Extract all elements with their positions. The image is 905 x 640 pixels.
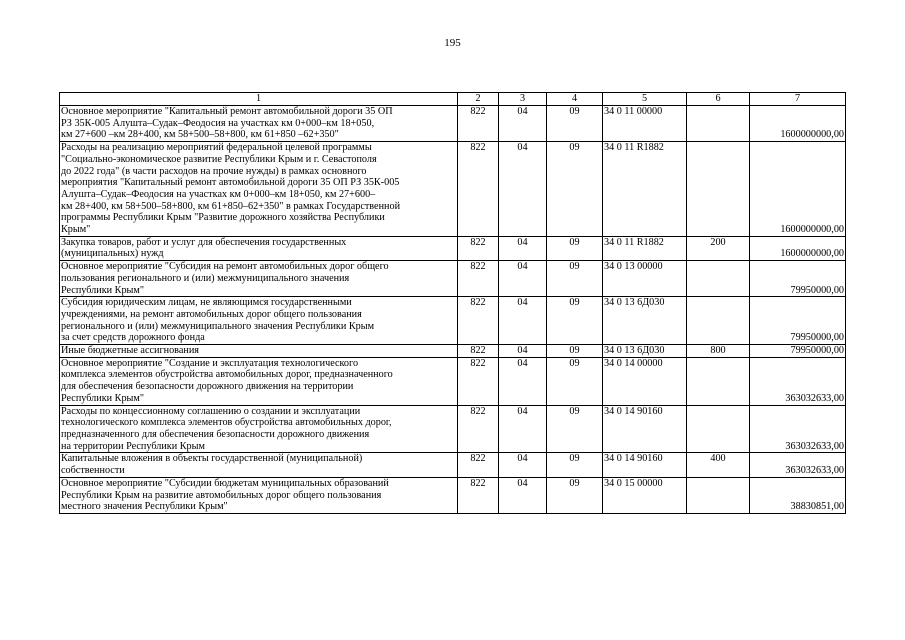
header-cell: 4 xyxy=(547,93,603,106)
row-target-article-cell: 34 0 13 6Д030 xyxy=(603,345,687,358)
header-cell: 7 xyxy=(750,93,846,106)
row-grbs-cell: 822 xyxy=(458,453,499,477)
row-expense-type-cell xyxy=(687,261,750,297)
row-target-article-cell: 34 0 14 90160 xyxy=(603,453,687,477)
row-subsection-cell: 09 xyxy=(547,297,603,345)
header-cell: 3 xyxy=(499,93,547,106)
row-grbs-cell: 822 xyxy=(458,236,499,260)
row-section-cell: 04 xyxy=(499,142,547,237)
table-row xyxy=(60,477,846,513)
row-name-cell: Основное мероприятие "Создание и эксплуатация технологического комплекса элементов обустройства автомобильных дорог, предназначенного для обеспечения безопасности дорожного движения на территории Республики Крым" xyxy=(60,357,458,405)
row-expense-type-cell xyxy=(687,477,750,513)
row-expense-type-cell xyxy=(687,106,750,142)
table-row xyxy=(60,106,846,142)
row-sum-cell: 363032633,00 xyxy=(750,453,846,477)
row-expense-type-cell xyxy=(687,357,750,405)
row-name-cell: Иные бюджетные ассигнования xyxy=(60,345,458,358)
table-row xyxy=(60,453,846,477)
row-section-cell: 04 xyxy=(499,405,547,453)
row-expense-type-cell: 400 xyxy=(687,453,750,477)
row-grbs-cell: 822 xyxy=(458,106,499,142)
row-grbs-cell: 822 xyxy=(458,142,499,237)
row-expense-type-cell xyxy=(687,297,750,345)
row-grbs-cell: 822 xyxy=(458,477,499,513)
row-section-cell: 04 xyxy=(499,357,547,405)
row-target-article-cell: 34 0 11 R1882 xyxy=(603,236,687,260)
row-expense-type-cell xyxy=(687,405,750,453)
row-section-cell: 04 xyxy=(499,345,547,358)
row-expense-type-cell: 800 xyxy=(687,345,750,358)
header-row xyxy=(60,93,846,106)
table-row xyxy=(60,357,846,405)
row-name-cell: Расходы на реализацию мероприятий федеральной целевой программы "Социально-экономическое развитие Республики Крым и г. Севастополя до 2022 года" (в части расходов на прочие нужды) в рамках основного мероприятия "Капитальный ремонт автомобильной дороги 35 ОП РЗ 35К-005 Алушта–Судак–Феодосия на участках км 0+000–км 18+050, км 27+600– км 28+400, км 58+500–58+800, км 61+850–62+350" в рамках Государственной программы Республики Крым "Развитие дорожного хозяйства Республики Крым" xyxy=(60,142,458,237)
row-target-article-cell: 34 0 14 00000 xyxy=(603,357,687,405)
table-row xyxy=(60,142,846,237)
row-sum-cell: 1600000000,00 xyxy=(750,106,846,142)
page-number: 195 xyxy=(444,37,461,49)
header-cell: 6 xyxy=(687,93,750,106)
row-name-cell: Основное мероприятие "Субсидии бюджетам муниципальных образований Республики Крым на развитие автомобильных дорог общего пользования местного значения Республики Крым" xyxy=(60,477,458,513)
row-name-cell: Субсидия юридическим лицам, не являющимся государственными учреждениями, на ремонт автомобильных дорог общего пользования регионального и (или) межмуниципального значения Республики Крым за счет средств дорожного фонда xyxy=(60,297,458,345)
row-grbs-cell: 822 xyxy=(458,261,499,297)
row-name-cell: Капитальные вложения в объекты государственной (муниципальной) собственности xyxy=(60,453,458,477)
row-sum-cell: 79950000,00 xyxy=(750,297,846,345)
row-section-cell: 04 xyxy=(499,477,547,513)
row-subsection-cell: 09 xyxy=(547,106,603,142)
row-name-cell: Основное мероприятие "Капитальный ремонт автомобильной дороги 35 ОП РЗ 35К-005 Алушта–Судак–Феодосия на участках км 0+000–км 18+050, км 27+600 –км 28+400, км 58+500–58+800, км 61+850 –62+350" xyxy=(60,106,458,142)
row-target-article-cell: 34 0 11 R1882 xyxy=(603,142,687,237)
row-target-article-cell: 34 0 13 00000 xyxy=(603,261,687,297)
row-sum-cell: 363032633,00 xyxy=(750,357,846,405)
header-cell: 5 xyxy=(603,93,687,106)
row-grbs-cell: 822 xyxy=(458,345,499,358)
row-sum-cell: 363032633,00 xyxy=(750,405,846,453)
row-target-article-cell: 34 0 11 00000 xyxy=(603,106,687,142)
row-expense-type-cell: 200 xyxy=(687,236,750,260)
row-subsection-cell: 09 xyxy=(547,405,603,453)
row-grbs-cell: 822 xyxy=(458,297,499,345)
row-subsection-cell: 09 xyxy=(547,236,603,260)
row-name-cell: Расходы по концессионному соглашению о создании и эксплуатации технологического комплекса элементов обустройства автомобильных дорог, предназначенного для обеспечения безопасности дорожного движения на территории Республики Крым xyxy=(60,405,458,453)
header-cell: 2 xyxy=(458,93,499,106)
row-name-cell: Основное мероприятие "Субсидия на ремонт автомобильных дорог общего пользования регионального и (или) межмуниципального значения Республики Крым" xyxy=(60,261,458,297)
row-grbs-cell: 822 xyxy=(458,405,499,453)
row-subsection-cell: 09 xyxy=(547,345,603,358)
row-subsection-cell: 09 xyxy=(547,453,603,477)
row-sum-cell: 79950000,00 xyxy=(750,261,846,297)
row-section-cell: 04 xyxy=(499,261,547,297)
row-target-article-cell: 34 0 14 90160 xyxy=(603,405,687,453)
row-sum-cell: 1600000000,00 xyxy=(750,142,846,237)
budget-table xyxy=(59,92,846,514)
row-section-cell: 04 xyxy=(499,106,547,142)
row-section-cell: 04 xyxy=(499,236,547,260)
table-row xyxy=(60,297,846,345)
row-subsection-cell: 09 xyxy=(547,142,603,237)
table-row xyxy=(60,261,846,297)
row-sum-cell: 38830851,00 xyxy=(750,477,846,513)
row-section-cell: 04 xyxy=(499,297,547,345)
row-name-cell: Закупка товаров, работ и услуг для обеспечения государственных (муниципальных) нужд xyxy=(60,236,458,260)
table-row xyxy=(60,405,846,453)
table-row xyxy=(60,236,846,260)
row-section-cell: 04 xyxy=(499,453,547,477)
row-expense-type-cell xyxy=(687,142,750,237)
row-grbs-cell: 822 xyxy=(458,357,499,405)
row-sum-cell: 1600000000,00 xyxy=(750,236,846,260)
row-sum-cell: 79950000,00 xyxy=(750,345,846,358)
row-target-article-cell: 34 0 13 6Д030 xyxy=(603,297,687,345)
table-row xyxy=(60,345,846,358)
row-target-article-cell: 34 0 15 00000 xyxy=(603,477,687,513)
header-cell: 1 xyxy=(60,93,458,106)
row-subsection-cell: 09 xyxy=(547,477,603,513)
row-subsection-cell: 09 xyxy=(547,357,603,405)
row-subsection-cell: 09 xyxy=(547,261,603,297)
